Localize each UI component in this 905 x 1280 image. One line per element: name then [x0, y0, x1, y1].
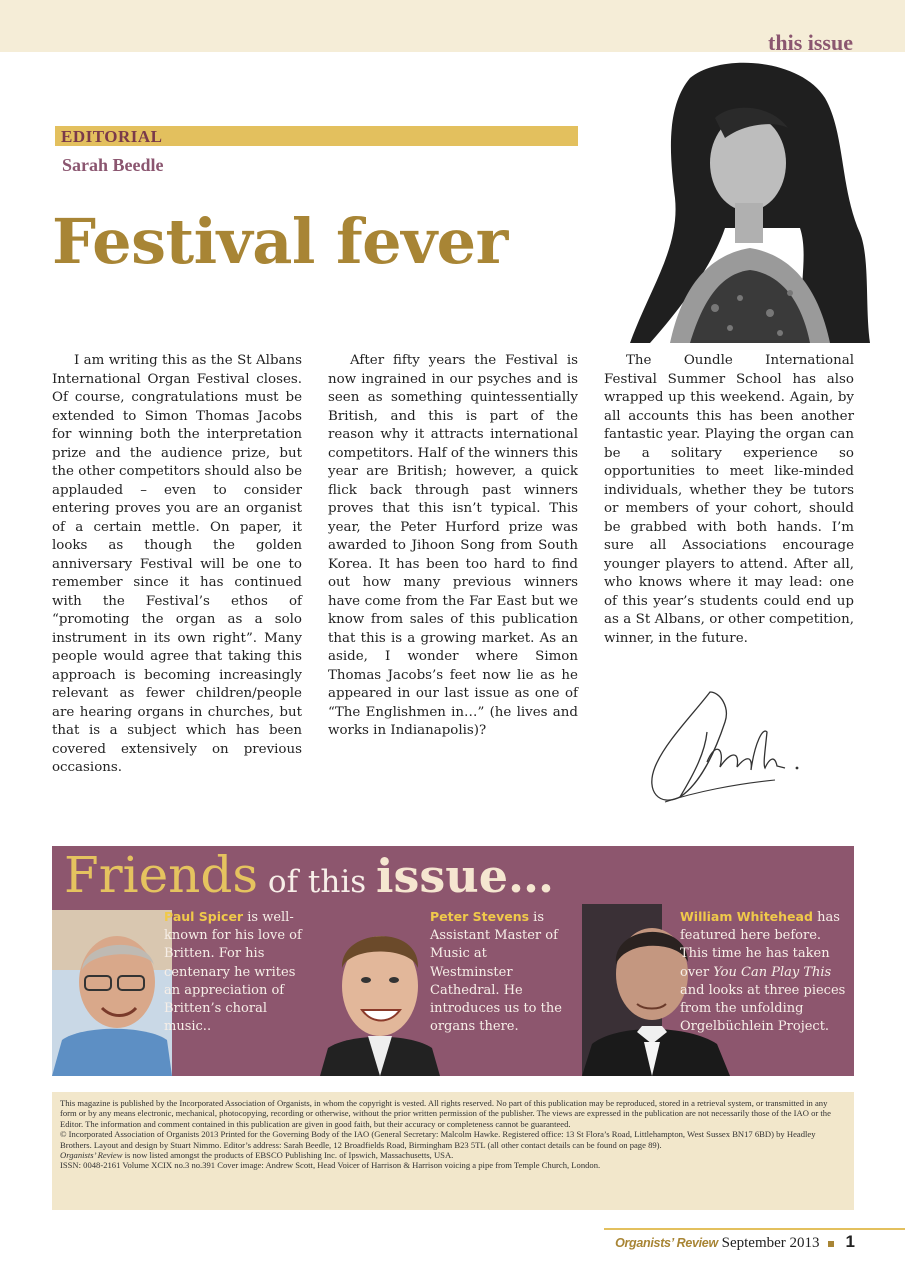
- page-number: 1: [845, 1232, 855, 1251]
- column-title: You Can Play This: [713, 964, 832, 980]
- friends-of-this-issue-panel: [52, 846, 854, 1076]
- friend-peter-stevens: [430, 908, 566, 1036]
- editor-signature: [635, 672, 815, 812]
- page-title: Festival fever: [52, 205, 508, 278]
- footer-brand: Organists’ Review: [615, 1236, 718, 1250]
- friend-name: William Whitehead: [680, 909, 813, 924]
- imprint-publisher: © Incorporated Association of Organists 2013 Printed for the Governing Body of the IAO (General Secretary: Malcolm Hawke. Registered office: 13 St Flora’s Road, Littlehampton, West Sussex BN17 6BD) by Headley Brothers. Layout and design by Stuart Nimmo. Editor’s address: Sarah Beedle, 12 Broadfields Road, Birmingham B23 5TL (all other contact details can be found on page 89).: [60, 1129, 816, 1150]
- peter-stevens-photo: [320, 908, 440, 1076]
- imprint-issn: ISSN: 0048-2161 Volume XCIX no.3 no.391 Cover image: Andrew Scott, Head Voicer of Harrison & Harrison voicing a pipe from Temple Church, London.: [60, 1160, 601, 1171]
- imprint-ebsco: [60, 1150, 846, 1160]
- page-footer: [615, 1232, 855, 1252]
- friends-heading: [64, 846, 554, 904]
- editorial-bar: [55, 126, 578, 146]
- friend-description-end: and looks at three pieces from the unfolding Orgelbüchlein Project.: [680, 982, 846, 1035]
- body-column-3: The Oundle International Festival Summer School has also wrapped up this weekend. Again, by all accounts this has been another fantastic year. Playing the organ can be a solitary experience so opportunities to meet like-minded individuals, whether they be tutors or members of your cohort, should be grabbed with both hands. I’m sure all Associations encourage younger players to attend. After all, who knows where it may lead: one of this year’s students could end up as a St Albans, or other competition, winner, in the future.: [604, 353, 854, 646]
- friend-paul-spicer: [164, 908, 314, 1036]
- friend-description: has featured here before. This time he has taken over: [680, 910, 840, 980]
- editor-portrait: [630, 58, 870, 343]
- friend-william-whitehead: [680, 908, 848, 1036]
- publication-imprint: [52, 1092, 854, 1210]
- footer-issue-date: September 2013: [721, 1235, 820, 1251]
- footer-separator-icon: [828, 1241, 834, 1247]
- paul-spicer-photo: [52, 910, 172, 1076]
- section-label: this issue: [768, 30, 853, 55]
- body-column-2: After fifty years the Festival is now ingrained in our psyches and is seen as something quintessentially British, and this is part of the reason why it attracts international competitors. Half of the winners this year are British; however, a quick flick back through past winners proves that this isn’t typical. This year, the Peter Hurford prize was awarded to Jihoon Song from South Korea. It has been too hard to find out how many previous winners have come from the Far East but we know from sales of this publication that this is a growing market. As an aside, I wonder where Simon Thomas Jacobs’s feet now lie as he appeared in our last issue as one of “The Englishmen in…” (he lives and works in Indianapolis)?: [328, 353, 578, 738]
- friends-heading-issue: issue…: [376, 849, 554, 903]
- author-byline: Sarah Beedle: [62, 155, 164, 175]
- body-column-1: I am writing this as the St Albans International Organ Festival closes. Of course, congratulations must be extended to Simon Thomas Jacobs for winning both the interpretation prize and the audience prize, but the other competitors should also be applauded – even to consider entering proves you are an organist of a certain mettle. On paper, it looks as though the golden anniversary Festival will be one to remember since it has continued with the Festival’s ethos of “promoting the organ as a solo instrument in its own right”. Many people would agree that taking this approach is becoming increasingly relevant as fewer children/people are hearing organs in churches, but that is a subject which has been covered extensively on previous occasions.: [52, 353, 302, 775]
- imprint-copyright: This magazine is published by the Incorporated Association of Organists, in whom the copyright is vested. All rights reserved. No part of this publication may be reproduced, stored in a retrieval system, or transmitted in any form or by any means electronic, mechanical, photocopying, recording or otherwise, without the prior written permission of the publisher. The views are expressed in the publication are not necessarily those of the IAO or the Editor. The information and comment contained in this publication are given in good faith, but their accuracy or completeness cannot be guaranteed.: [60, 1098, 831, 1129]
- imprint-ebsco-text: is now listed amongst the products of EBSCO Publishing Inc. of Ipswich, Massachusetts, USA.: [122, 1150, 454, 1161]
- imprint-magazine-name: Organists’ Review: [60, 1150, 123, 1161]
- friend-description: is well-known for his love of Britten. For his centenary he writes an appreciation of Britten’s choral music..: [164, 910, 302, 1035]
- header-bar: [0, 0, 905, 55]
- friend-description: is Assistant Master of Music at Westminster Cathedral. He introduces us to the organs there.: [430, 910, 562, 1035]
- editorial-label: EDITORIAL: [61, 127, 163, 146]
- friends-heading-of: of this: [258, 864, 376, 900]
- footer-rule: [604, 1228, 905, 1230]
- friend-name: Peter Stevens: [430, 909, 530, 924]
- friend-name: Paul Spicer: [164, 909, 244, 924]
- friends-heading-word: Friends: [64, 846, 259, 904]
